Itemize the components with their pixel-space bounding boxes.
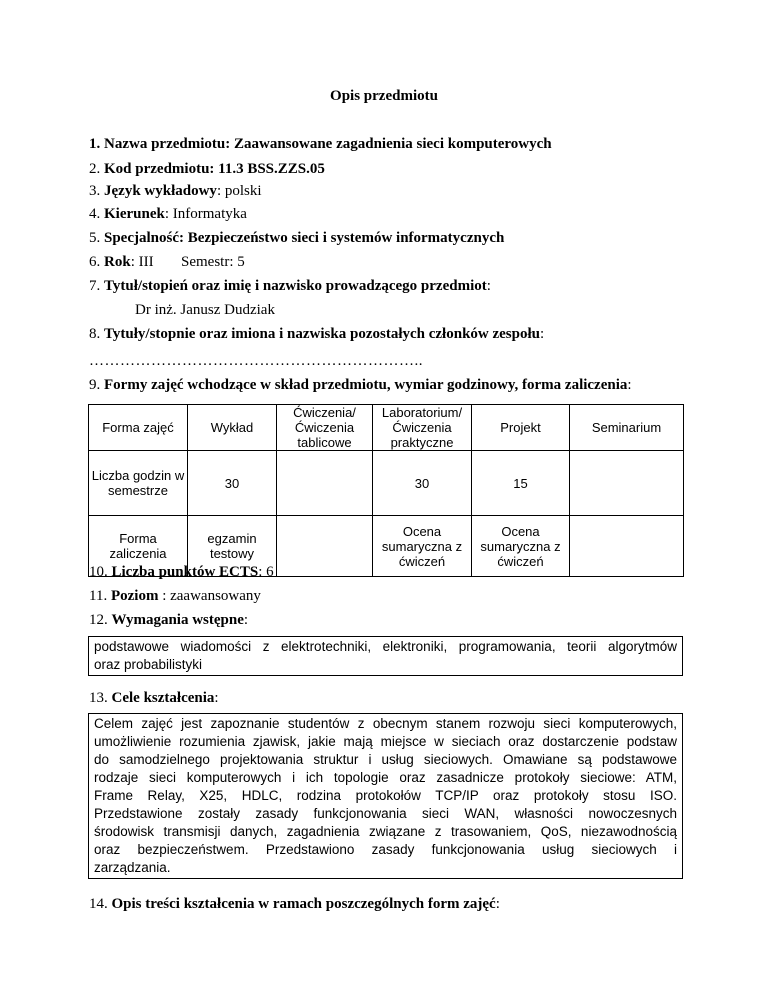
table-row	[89, 451, 684, 516]
item-13	[89, 689, 219, 707]
table-header: Laboratorium/ Ćwiczenia praktyczne	[373, 405, 472, 451]
table-cell	[277, 516, 373, 577]
item-3	[89, 182, 262, 200]
table-header: Ćwiczenia/ Ćwiczenia tablicowe	[277, 405, 373, 451]
item-13-value: :	[214, 690, 219, 706]
table-cell: Liczba godzin w semestrze	[89, 451, 188, 516]
table-cell: Forma zaliczenia	[89, 516, 188, 577]
item-14-label: Opis treści kształcenia w ramach poszczególnych form zajęć	[111, 896, 496, 912]
item-3-num: 3.	[89, 183, 104, 199]
table-cell: Ocena sumaryczna z ćwiczeń	[472, 516, 570, 577]
item-11-value: : zaawansowany	[158, 588, 261, 604]
objectives-line: do samodzielnego projektowania struktur i usług sieciowych. Omawiane są podstawowe	[94, 752, 677, 767]
item-12-value: :	[243, 612, 249, 628]
item-12	[89, 611, 248, 629]
item-10-value: : 6	[258, 564, 274, 580]
table-cell	[570, 516, 684, 577]
objectives-box	[88, 713, 683, 879]
item-4-label: Kierunek	[104, 206, 165, 222]
table-cell: 15	[472, 451, 570, 516]
table-header: Wykład	[188, 405, 277, 451]
prerequisites-line: podstawowe wiadomości z elektrotechniki, elektroniki, programowania, teorii algorytmów	[94, 639, 677, 654]
item-6-label: Rok	[104, 254, 131, 270]
item-8-value: :	[540, 326, 545, 342]
item-5-label: Specjalność: Bezpieczeństwo sieci i systemów informatycznych	[104, 230, 505, 246]
item-1	[89, 135, 552, 153]
item-1-label: 1. Nazwa przedmiotu: Zaawansowane zagadnienia sieci komputerowych	[89, 136, 552, 152]
item-13-label: Cele kształcenia	[111, 690, 215, 706]
item-7-label: Tytuł/stopień oraz imię i nazwisko prowadzącego przedmiot	[104, 278, 487, 294]
item-4-value: : Informatyka	[164, 206, 247, 222]
table-cell	[570, 451, 684, 516]
item-3-label: Język wykładowy	[104, 183, 217, 199]
item-14-value: :	[495, 896, 500, 912]
item-9-label: Formy zajęć wchodzące w skład przedmiotu, wymiar godzinowy, forma zaliczenia	[104, 377, 628, 393]
lecturer-name: Dr inż. Janusz Dudziak	[135, 302, 275, 318]
item-10-label: Liczba punktów ECTS	[111, 564, 259, 580]
item-4-num: 4.	[89, 206, 104, 222]
item-14-num: 14.	[89, 896, 112, 912]
table-header: Projekt	[472, 405, 570, 451]
item-9-value: :	[627, 377, 632, 393]
item-2-label: Kod przedmiotu: 11.3 BSS.ZZS.05	[104, 161, 325, 177]
item-6	[89, 253, 154, 271]
classes-table	[88, 404, 684, 577]
item-3-value: : polski	[216, 183, 262, 199]
objectives-line: oraz bezpieczeństwem. Przedstawiono zasady funkcjonowania usług sieciowych i	[94, 842, 677, 857]
table-cell: egzamin testowy	[188, 516, 277, 577]
item-8-label: Tytuły/stopnie oraz imiona i nazwiska pozostałych członków zespołu	[104, 326, 540, 342]
item-12-label: Wymagania wstępne	[111, 612, 244, 628]
item-10	[89, 563, 274, 581]
item-2-num: 2.	[89, 161, 104, 177]
item-10-num: 10.	[89, 564, 112, 580]
item-5	[89, 229, 504, 247]
objectives-line: Celem zajęć jest zapoznanie studentów z obecnym stanem rozwoju sieci komputerowych,	[94, 716, 677, 731]
item-7-value: :	[486, 278, 491, 294]
item-11	[89, 587, 261, 605]
item-9-num: 9.	[89, 377, 104, 393]
item-11-num: 11.	[89, 588, 111, 604]
objectives-line: Przedstawione zostały zasady funkcjonowania sieci WAN, własności nowoczesnych	[94, 806, 677, 821]
item-11-label: Poziom	[110, 588, 159, 604]
item-7	[89, 277, 491, 295]
item-14	[89, 895, 500, 913]
item-8-num: 8.	[89, 326, 104, 342]
objectives-line: umożliwienie rozumienia zjawisk, jakie mają miejsce w sieciach oraz dostarczenie podstaw	[94, 734, 677, 749]
item-8	[89, 325, 544, 343]
table-cell: 30	[373, 451, 472, 516]
item-9	[89, 376, 632, 394]
item-2	[89, 160, 325, 178]
item-5-num: 5.	[89, 230, 104, 246]
table-cell	[277, 451, 373, 516]
table-header: Seminarium	[570, 405, 684, 451]
table-cell: Ocena sumaryczna z ćwiczeń	[373, 516, 472, 577]
objectives-line: środowisk transmisji danych, zagadnienia związane z trasowaniem, QoS, niezawodnością	[94, 824, 677, 839]
prerequisites-line: oraz probabilistyki	[94, 657, 203, 672]
table-header-row	[89, 405, 684, 451]
objectives-line: zarządzania.	[94, 860, 171, 875]
item-6-semestr: Semestr: 5	[181, 254, 245, 270]
team-members-dots: ………………………………………………………..	[89, 353, 423, 369]
table-cell: 30	[188, 451, 277, 516]
table-header: Forma zajęć	[89, 405, 188, 451]
item-6-value: : III	[130, 254, 154, 270]
item-13-num: 13.	[89, 690, 112, 706]
item-12-num: 12.	[89, 612, 112, 628]
prerequisites-box	[88, 636, 683, 676]
item-6-num: 6.	[89, 254, 104, 270]
item-4	[89, 205, 247, 223]
objectives-line: rodzaje sieci komputerowych i ich topologie oraz zasadnicze protokoły sieciowe: ATM,	[94, 770, 677, 785]
page-title: Opis przedmiotu	[330, 88, 438, 104]
objectives-line: Frame Relay, X25, HDLC, rodzina protokołów TCP/IP oraz protokoły stosu ISO.	[94, 788, 677, 803]
item-7-num: 7.	[89, 278, 104, 294]
